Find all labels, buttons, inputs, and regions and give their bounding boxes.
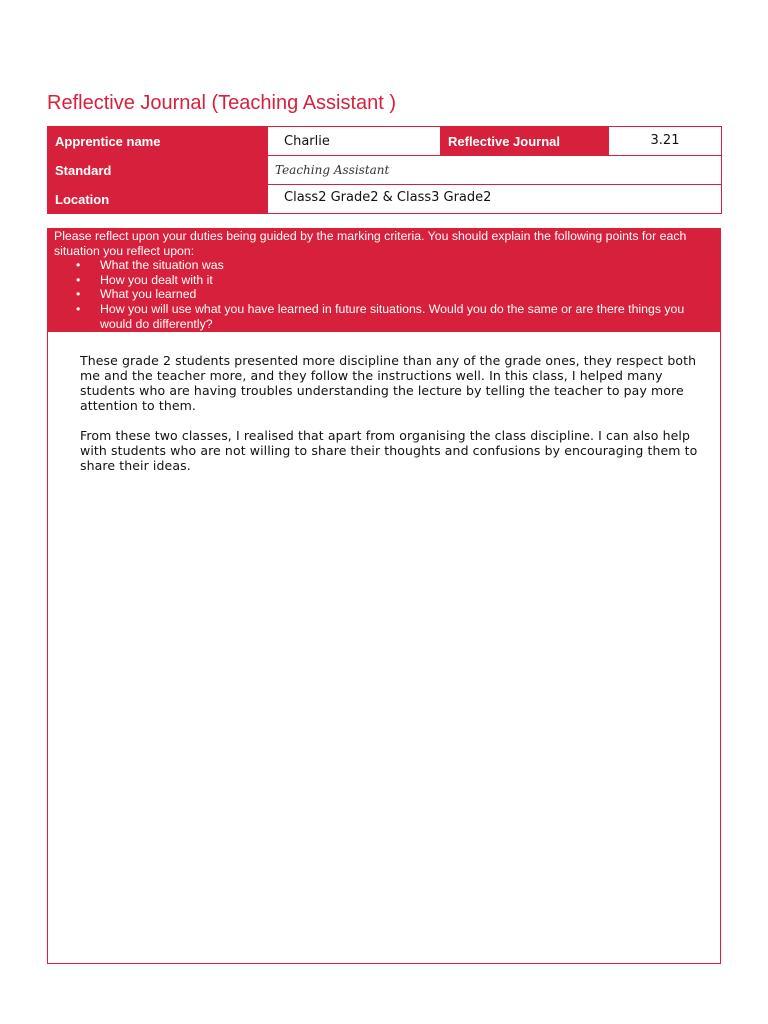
reflection-paragraph: These grade 2 students presented more discipline than any of the grade ones, they respect both me and the teacher more, and they follow the instructions well. In this class, I helped many students who are having troubles understanding the lecture by telling the teacher to pay more attention to them.: [80, 353, 697, 413]
guidance-point: • How you dealt with it: [100, 273, 714, 288]
reflection-paragraph: From these two classes, I realised that apart from organising the class discipline. I can also help with students who are not willing to share their thoughts and confusions by encouraging them to share their ideas.: [80, 428, 698, 473]
guidance-box: [47, 228, 721, 332]
guidance-point: • How you will use what you have learned in future situations. Would you do the same or are there things you would do differently?: [100, 302, 714, 331]
page-title: Reflective Journal (Teaching Assistant ): [47, 92, 397, 114]
location-row: [48, 185, 722, 214]
standard-label: Standard: [48, 156, 268, 185]
location-value: Class2 Grade2 & Class3 Grade2: [268, 185, 722, 214]
location-label: Location: [48, 185, 268, 214]
reflective-journal-label: Reflective Journal: [441, 127, 609, 156]
reflection-text: [80, 353, 702, 488]
apprentice-row: [48, 127, 722, 156]
guidance-points: [54, 258, 714, 331]
guidance-point: • What you learned: [100, 287, 714, 302]
guidance-intro: Please reflect upon your duties being guided by the marking criteria. You should explain the following points for each situation you reflect upon:: [54, 229, 687, 258]
apprentice-info-table: [47, 126, 722, 214]
standard-row: [48, 156, 722, 185]
standard-value: [268, 156, 722, 185]
guidance-point: • What the situation was: [100, 258, 714, 273]
standard-value-text: Teaching Assistant: [275, 162, 390, 177]
apprentice-name-value: Charlie: [268, 127, 441, 156]
apprentice-name-label: Apprentice name: [48, 127, 268, 156]
reflective-journal-value: 3.21: [609, 127, 722, 156]
